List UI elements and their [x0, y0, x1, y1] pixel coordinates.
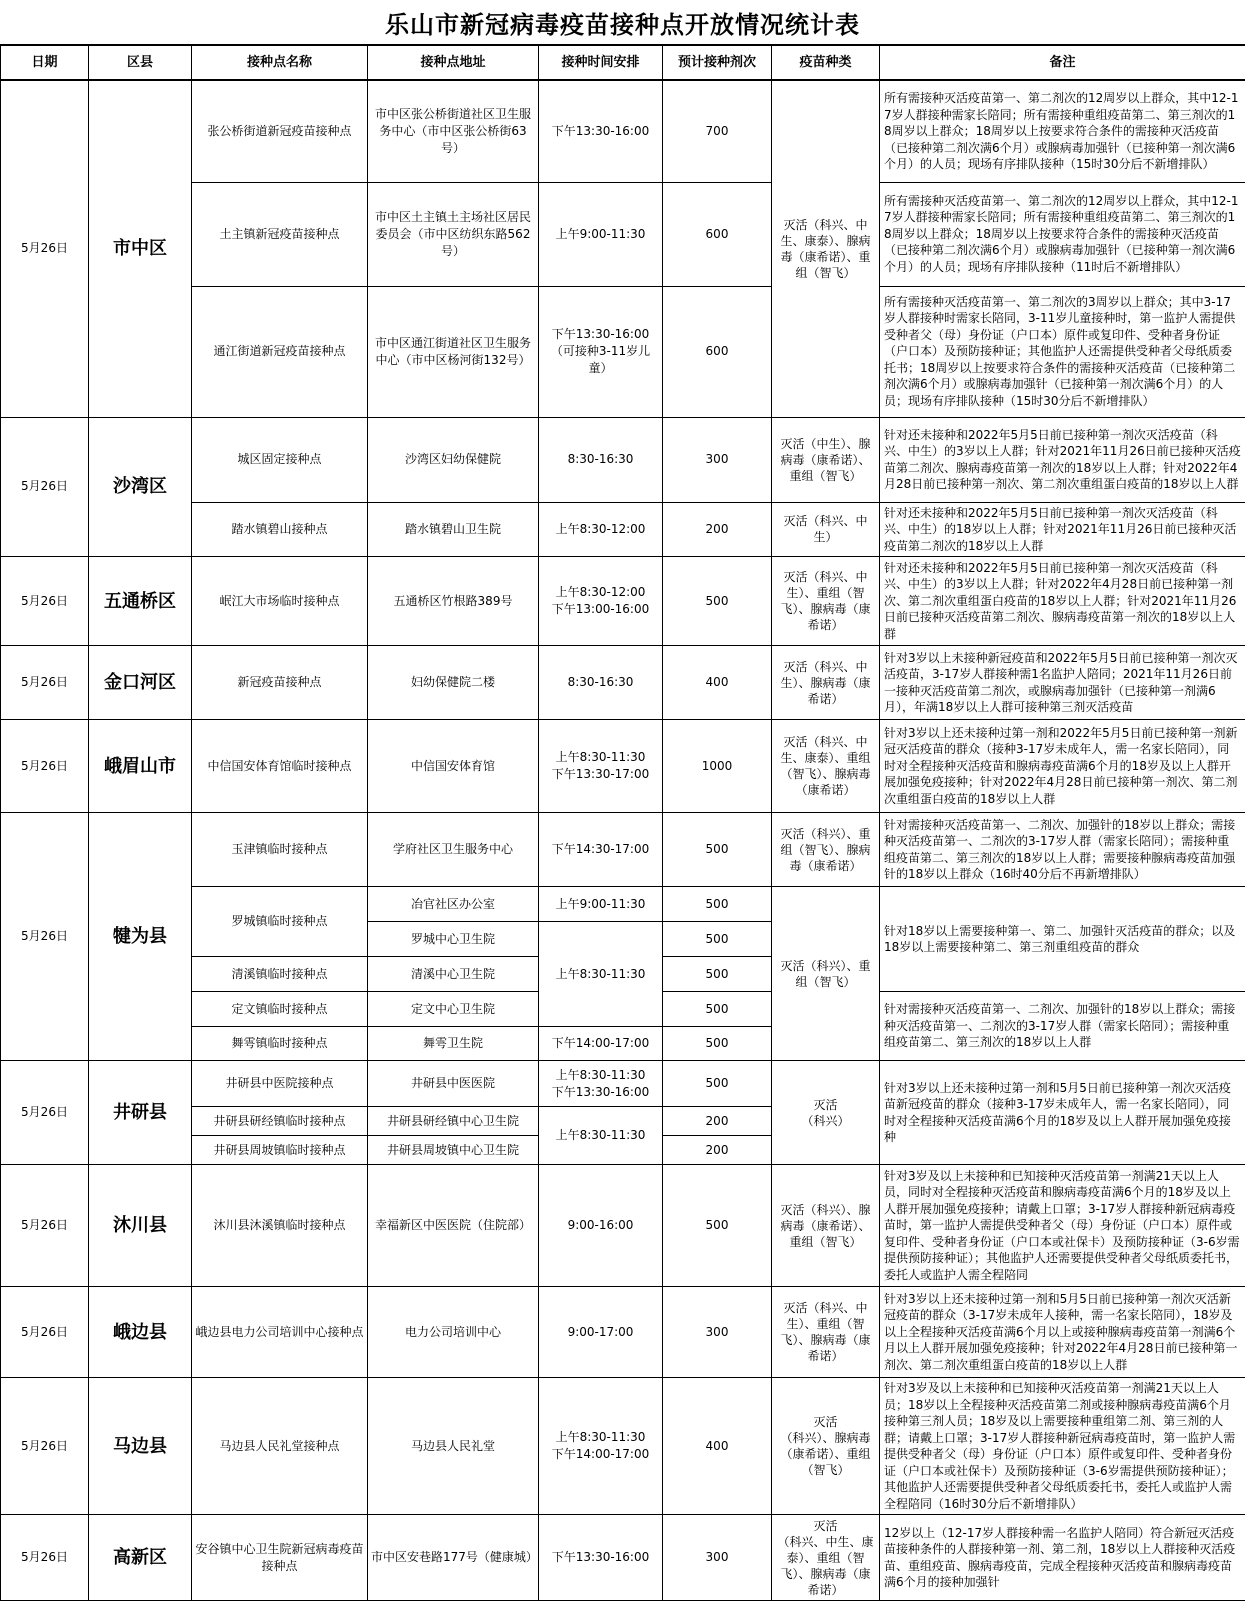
date-cell: 5月26日	[1, 1378, 89, 1515]
note-cell: 针对需接种灭活疫苗第一、二剂次、加强针的18岁以上群众；需接种灭活疫苗第一、二剂次的3-17岁人群（需家长陪同）；需接种重组疫苗第二、第三剂次的18岁以上人群；需要接种腺病毒疫苗加强针的18岁以上群众（16时40分后不再新增排队）	[880, 813, 1245, 887]
site-name-cell: 沐川县沐溪镇临时接种点	[192, 1165, 368, 1287]
county-cell: 沙湾区	[89, 417, 192, 557]
county-cell: 井研县	[89, 1061, 192, 1165]
note-cell: 针对3岁及以上未接种和已知接种灭活疫苗第一剂满21天以上人员，同时对全程接种灭活疫苗和腺病毒疫苗满6个月的18岁及以上人群开展加强免疫接种；请戴上口罩；3-17岁人群接种新冠病毒疫苗时，第一监护人需提供受种者父（母）身份证（户口本）原件或复印件、受种者身份证（户口本或社保卡）及预防接种证（3-6岁需提供预防接种证）；其他监护人还需要提供受种者父母纸质委托书，委托人或监护人需全程陪同	[880, 1165, 1245, 1287]
time-cell: 下午13:30-16:00	[539, 1515, 663, 1601]
note-cell: 针对还未接种和2022年5月5日前已接种第一剂次灭活疫苗（科兴、中生）的3岁以上人群；针对2021年11月26日前已接种灭活疫苗第二剂次、腺病毒疫苗第一剂次的18岁以上人群；针对2022年4月28日前已接种第一剂次、第二剂次重组蛋白疫苗的18岁以上人群	[880, 417, 1245, 502]
doses-cell: 500	[663, 813, 772, 887]
site-address-cell: 妇幼保健院二楼	[368, 646, 539, 720]
doses-cell: 300	[663, 417, 772, 502]
time-cell: 上午8:30-11:30 下午14:00-17:00	[539, 1378, 663, 1515]
note-cell: 针对还未接种和2022年5月5日前已接种第一剂次灭活疫苗（科兴、中生）的3岁以上人群；针对2022年4月28日前已接种第一剂次、第二剂次重组蛋白疫苗的18岁以上人群；针对2021年11月26日前已接种灭活疫苗第二剂次、腺病毒疫苗第一剂次的18岁以上人群	[880, 557, 1245, 646]
time-cell: 上午8:30-12:00 下午13:00-16:00	[539, 557, 663, 646]
county-cell: 市中区	[89, 80, 192, 417]
site-address-cell: 舞雩卫生院	[368, 1027, 539, 1061]
site-address-cell: 踏水镇碧山卫生院	[368, 502, 539, 557]
site-name-cell: 张公桥街道新冠疫苗接种点	[192, 80, 368, 182]
header-row	[1, 45, 1245, 80]
header-time: 接种时间安排	[539, 45, 663, 80]
date-cell: 5月26日	[1, 1515, 89, 1601]
note-cell: 针对3岁及以上未接种和已知接种灭活疫苗第一剂满21天以上人员；18岁以上全程接种灭活疫苗第二剂或接种腺病毒疫苗满6个月接种第三剂人员；18岁及以上需要接种重组第二剂、第三剂的人群；请戴上口罩；3-17岁人群接种新冠病毒疫苗时，第一监护人需提供受种者父（母）身份证（户口本）原件或复印件、受种者身份证（户口本或社保卡）及预防接种证（3-6岁需提供预防接种证）；其他监护人还需要提供受种者父母纸质委托书，委托人或监护人需全程陪同（16时30分后不新增排队）	[880, 1378, 1245, 1515]
site-name-cell: 通江街道新冠疫苗接种点	[192, 286, 368, 417]
table-row	[1, 1061, 1245, 1107]
header-county: 区县	[89, 45, 192, 80]
site-name-cell: 峨边县电力公司培训中心接种点	[192, 1287, 368, 1378]
county-cell: 沐川县	[89, 1165, 192, 1287]
site-address-cell: 电力公司培训中心	[368, 1287, 539, 1378]
site-address-cell: 井研县研经镇中心卫生院	[368, 1107, 539, 1136]
doses-cell: 700	[663, 80, 772, 182]
vaccine-type-cell: 灭活（中生）、腺病毒（康希诺）、重组（智飞）	[772, 417, 880, 502]
site-name-cell: 井研县中医院接种点	[192, 1061, 368, 1107]
header-notes: 备注	[880, 45, 1245, 80]
table-row	[1, 1165, 1245, 1287]
county-cell: 犍为县	[89, 813, 192, 1061]
note-cell: 针对3岁以上未接种新冠疫苗和2022年5月5日前已接种第一剂次灭活疫苗，3-17岁人群接种需1名监护人陪同；2021年11月26日前一接种灭活疫苗第二剂次，或腺病毒加强针（已接种第一剂满6月），年满18岁以上人群可接种第三剂灭活疫苗	[880, 646, 1245, 720]
doses-cell: 1000	[663, 720, 772, 813]
site-address-cell: 市中区安巷路177号（健康城）	[368, 1515, 539, 1601]
date-cell: 5月26日	[1, 720, 89, 813]
doses-cell: 400	[663, 646, 772, 720]
time-cell: 上午9:00-11:30	[539, 182, 663, 286]
time-cell: 下午13:30-16:00	[539, 80, 663, 182]
note-cell: 所有需接种灭活疫苗第一、第二剂次的3周岁以上群众；其中3-17岁人群接种时需家长陪同，3-11岁儿童接种时，第一监护人需提供受种者父（母）身份证（户口本）原件或复印件、受种者身份证（户口本）及预防接种证；其他监护人还需提供受种者父母纸质委托书；18周岁以上按要求符合条件的需接种灭活疫苗（已接种第二剂次满6个月）或腺病毒加强针（已接种第一剂次满6个月）的人员；现场有序排队接种（15时30分后不新增排队）	[880, 286, 1245, 417]
site-address-cell: 中信国安体育馆	[368, 720, 539, 813]
vaccination-sites-table	[0, 44, 1245, 1601]
vaccine-type-cell: 灭活（科兴、中生）、腺病毒（康希诺）	[772, 646, 880, 720]
site-name-cell: 罗城镇临时接种点	[192, 887, 368, 957]
time-cell: 上午8:30-12:00	[539, 502, 663, 557]
site-address-cell: 沙湾区妇幼保健院	[368, 417, 539, 502]
note-cell: 针对3岁以上还未接种过第一剂和5月5日前已接种第一剂次灭活新冠疫苗的群众（3-17岁未成年人接种，需一名家长陪同），18岁及以上全程接种灭活疫苗满6个月以上或接种腺病毒疫苗第一剂满6个月以上人群开展加强免疫接种；针对2022年4月28日前已接种第一剂次、第二剂次重组蛋白疫苗的18岁以上人群	[880, 1287, 1245, 1378]
date-cell: 5月26日	[1, 1287, 89, 1378]
page-title: 乐山市新冠病毒疫苗接种点开放情况统计表	[385, 9, 860, 39]
site-name-cell: 安谷镇中心卫生院新冠病毒疫苗接种点	[192, 1515, 368, 1601]
site-name-cell: 土主镇新冠疫苗接种点	[192, 182, 368, 286]
county-cell: 峨边县	[89, 1287, 192, 1378]
date-cell: 5月26日	[1, 417, 89, 557]
site-name-cell: 新冠疫苗接种点	[192, 646, 368, 720]
time-cell: 上午8:30-11:30 下午13:30-16:00	[539, 1061, 663, 1107]
county-cell: 高新区	[89, 1515, 192, 1601]
time-cell: 9:00-17:00	[539, 1287, 663, 1378]
vaccine-type-cell: 灭活（科兴）、重组（智飞）、腺病毒（康希诺）	[772, 813, 880, 887]
site-name-cell: 踏水镇碧山接种点	[192, 502, 368, 557]
table-row	[1, 417, 1245, 502]
doses-cell: 500	[663, 992, 772, 1027]
table-row	[1, 1515, 1245, 1601]
table-row	[1, 720, 1245, 813]
time-cell: 上午8:30-11:30	[539, 1107, 663, 1165]
time-cell: 上午8:30-11:30	[539, 922, 663, 1027]
time-cell: 下午14:30-17:00	[539, 813, 663, 887]
vaccine-type-cell: 灭活 （科兴）	[772, 1061, 880, 1165]
county-cell: 峨眉山市	[89, 720, 192, 813]
table-row	[1, 1287, 1245, 1378]
site-address-cell: 马边县人民礼堂	[368, 1378, 539, 1515]
doses-cell: 500	[663, 957, 772, 992]
site-address-cell: 市中区土主镇土主场社区居民委员会（市中区纺织东路562号）	[368, 182, 539, 286]
vaccine-type-cell: 灭活（科兴、中生、康泰）、重组（智飞）、腺病毒（康希诺）	[772, 720, 880, 813]
doses-cell: 300	[663, 1287, 772, 1378]
site-address-cell: 井研县周坡镇中心卫生院	[368, 1136, 539, 1165]
date-cell: 5月26日	[1, 1165, 89, 1287]
date-cell: 5月26日	[1, 646, 89, 720]
time-cell: 8:30-16:30	[539, 646, 663, 720]
header-site-address: 接种点地址	[368, 45, 539, 80]
table-row	[1, 557, 1245, 646]
table-row	[1, 1378, 1245, 1515]
county-cell: 五通桥区	[89, 557, 192, 646]
date-cell: 5月26日	[1, 80, 89, 417]
doses-cell: 500	[663, 1027, 772, 1061]
site-address-cell: 学府社区卫生服务中心	[368, 813, 539, 887]
doses-cell: 200	[663, 1136, 772, 1165]
site-address-cell: 罗城中心卫生院	[368, 922, 539, 957]
time-cell: 下午13:30-16:00（可接种3-11岁儿童）	[539, 286, 663, 417]
site-address-cell: 幸福新区中医医院（住院部）	[368, 1165, 539, 1287]
site-name-cell: 定文镇临时接种点	[192, 992, 368, 1027]
header-date: 日期	[1, 45, 89, 80]
note-cell: 针对需接种灭活疫苗第一、二剂次、加强针的18岁以上群众；需接种灭活疫苗第一、二剂次的3-17岁人群（需家长陪同）；需接种重组疫苗第二、第三剂次的18岁以上人群	[880, 992, 1245, 1061]
site-name-cell: 马边县人民礼堂接种点	[192, 1378, 368, 1515]
note-cell: 针对18岁以上需要接种第一、第二、加强针灭活疫苗的群众；以及18岁以上需要接种第二、第三剂重组疫苗的群众	[880, 887, 1245, 992]
doses-cell: 500	[663, 887, 772, 922]
site-name-cell: 舞雩镇临时接种点	[192, 1027, 368, 1061]
time-cell: 9:00-16:00	[539, 1165, 663, 1287]
doses-cell: 400	[663, 1378, 772, 1515]
header-site-name: 接种点名称	[192, 45, 368, 80]
note-cell: 12岁以上（12-17岁人群接种需一名监护人陪同）符合新冠灭活疫苗接种条件的人群接种第一剂、第二剂，18岁以上人群接种灭活疫苗、重组疫苗、腺病毒疫苗，完成全程接种灭活疫苗和腺病毒疫苗满6个月的接种加强针	[880, 1515, 1245, 1601]
vaccine-type-cell: 灭活（科兴、中生）、重组（智飞）、腺病毒（康希诺）	[772, 557, 880, 646]
note-cell: 针对还未接种和2022年5月5日前已接种第一剂次灭活疫苗（科兴、中生）的18岁以上人群；针对2021年11月26日前已接种灭活疫苗第二剂次的18岁以上人群	[880, 502, 1245, 557]
site-address-cell: 井研县中医医院	[368, 1061, 539, 1107]
note-cell: 针对3岁以上还未接种过第一剂和5月5日前已接种第一剂次灭活疫苗新冠疫苗的群众（接种3-17岁未成年人，需一名家长陪同），同时对全程接种灭活疫苗满6个月的18岁及以上人群开展加强免疫接种	[880, 1061, 1245, 1165]
time-cell: 上午8:30-11:30 下午13:30-17:00	[539, 720, 663, 813]
doses-cell: 600	[663, 286, 772, 417]
site-name-cell: 井研县周坡镇临时接种点	[192, 1136, 368, 1165]
doses-cell: 500	[663, 922, 772, 957]
doses-cell: 600	[663, 182, 772, 286]
doses-cell: 200	[663, 1107, 772, 1136]
table-row	[1, 646, 1245, 720]
note-cell: 所有需接种灭活疫苗第一、第二剂次的12周岁以上群众，其中12-17岁人群接种需家长陪同；所有需接种重组疫苗第二、第三剂次的18周岁以上群众；18周岁以上按要求符合条件的需接种灭活疫苗（已接种第二剂次满6个月）或腺病毒加强针（已接种第一剂次满6个月）的人员；现场有序排队接种（11时后不新增排队）	[880, 182, 1245, 286]
date-cell: 5月26日	[1, 557, 89, 646]
doses-cell: 200	[663, 502, 772, 557]
vaccine-type-cell: 灭活（科兴、中生、康泰）、腺病毒（康希诺）、重组（智飞）	[772, 80, 880, 417]
site-address-cell: 清溪中心卫生院	[368, 957, 539, 992]
date-cell: 5月26日	[1, 813, 89, 1061]
site-name-cell: 井研县研经镇临时接种点	[192, 1107, 368, 1136]
vaccine-type-cell: 灭活（科兴、中生）	[772, 502, 880, 557]
doses-cell: 500	[663, 557, 772, 646]
site-name-cell: 城区固定接种点	[192, 417, 368, 502]
header-vaccine-type: 疫苗种类	[772, 45, 880, 80]
site-address-cell: 市中区张公桥街道社区卫生服务中心（市中区张公桥街63号）	[368, 80, 539, 182]
note-cell: 所有需接种灭活疫苗第一、第二剂次的12周岁以上群众，其中12-17岁人群接种需家长陪同；所有需接种重组疫苗第二、第三剂次的18周岁以上群众；18周岁以上按要求符合条件的需接种灭活疫苗（已接种第二剂次满6个月）或腺病毒加强针（已接种第一剂次满6个月）的人员；现场有序排队接种（15时30分后不新增排队）	[880, 80, 1245, 182]
site-address-cell: 五通桥区竹根路389号	[368, 557, 539, 646]
site-address-cell: 市中区通江街道社区卫生服务中心（市中区杨河街132号）	[368, 286, 539, 417]
site-name-cell: 岷江大市场临时接种点	[192, 557, 368, 646]
vaccine-type-cell: 灭活（科兴）、重组（智飞）	[772, 887, 880, 1061]
county-cell: 金口河区	[89, 646, 192, 720]
site-address-cell: 定文中心卫生院	[368, 992, 539, 1027]
time-cell: 上午9:00-11:30	[539, 887, 663, 922]
site-name-cell: 中信国安体育馆临时接种点	[192, 720, 368, 813]
vaccine-type-cell: 灭活 （科兴、中生、康泰）、重组（智飞）、腺病毒（康希诺）	[772, 1515, 880, 1601]
site-name-cell: 玉津镇临时接种点	[192, 813, 368, 887]
doses-cell: 300	[663, 1515, 772, 1601]
vaccine-type-cell: 灭活 （科兴）、腺病毒（康希诺）、重组（智飞）	[772, 1378, 880, 1515]
site-address-cell: 冶官社区办公室	[368, 887, 539, 922]
time-cell: 下午14:00-17:00	[539, 1027, 663, 1061]
table-row	[1, 813, 1245, 887]
date-cell: 5月26日	[1, 1061, 89, 1165]
table-row	[1, 80, 1245, 182]
county-cell: 马边县	[89, 1378, 192, 1515]
note-cell: 针对3岁以上还未接种过第一剂和2022年5月5日前已接种第一剂新冠灭活疫苗的群众（接种3-17岁未成年人，需一名家长陪同），同时对全程接种灭活疫苗和腺病毒疫苗满6个月的18岁及以上人群开展加强免疫接种；针对2022年4月28日前已接种第一剂次、第二剂次重组蛋白疫苗的18岁以上人群	[880, 720, 1245, 813]
header-doses: 预计接种剂次	[663, 45, 772, 80]
doses-cell: 500	[663, 1165, 772, 1287]
vaccine-type-cell: 灭活（科兴）、腺病毒（康希诺）、重组（智飞）	[772, 1165, 880, 1287]
site-name-cell: 清溪镇临时接种点	[192, 957, 368, 992]
doses-cell: 500	[663, 1061, 772, 1107]
time-cell: 8:30-16:30	[539, 417, 663, 502]
vaccine-type-cell: 灭活（科兴、中生）、重组（智飞）、腺病毒（康希诺）	[772, 1287, 880, 1378]
